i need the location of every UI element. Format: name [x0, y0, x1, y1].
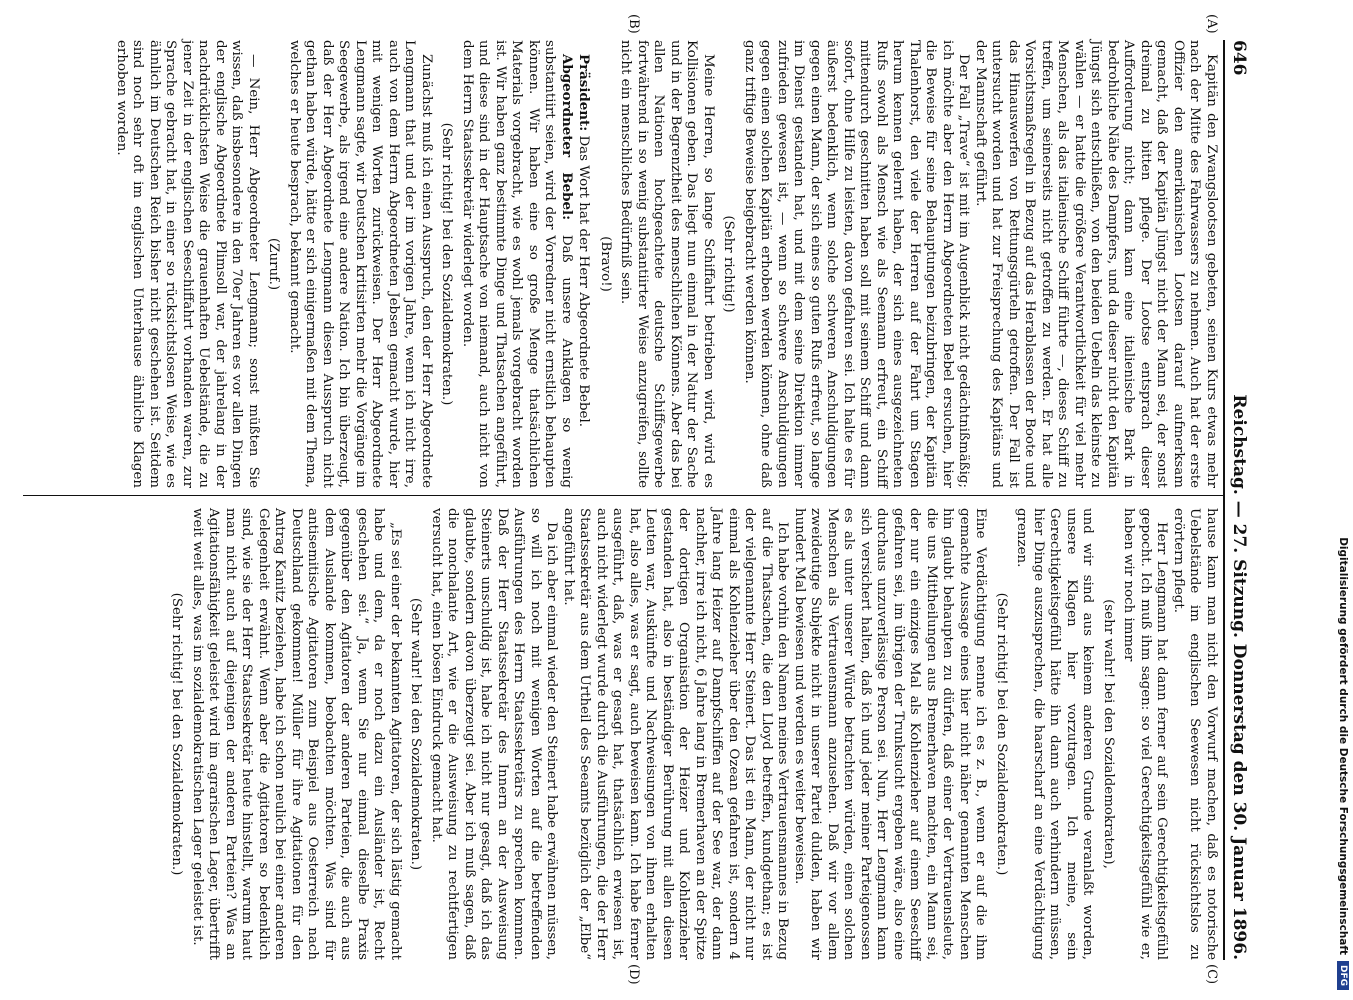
interjection: (sehr wahr! bei den Sozialdemokraten), [1101, 599, 1116, 869]
text-paragraph: Zunächst muß ich einen Ausspruch, den der Herr Abgeordnete Lengmann that und der im vorigen Jahre, wenn ich nicht irre, auch von dem Herrn Abgeordneten Jebsen gemacht wurde, hier mit wenigen Worten zurückweisen. Der Herr Abgeordnete Lengmann sagte, wir Deutschen kritisirten mehr die Vorgänge im Seegewerbe, als irgend eine andere Nation. Ich bin überzeugt, daß der Herr Abgeordnete Lengmann diesen Ausspruch nicht gethan haben würde, hätte er sich einigermaßen mit dem Thema, welches er heute besprach, bekannt gemacht. [287, 40, 434, 488]
text-paragraph: Kapitän den Zwangslootsen gebeten, seinen Kurs etwas mehr nach der Mitte des Fahrwassers zu nehmen. Auch hat der erste Offizier den amerikanischen Lootsen darauf aufmerksam gemacht, daß der Kapitän Jüngst nicht der Mann sei, der sonst dreimal zu bitten pflege. Der Lootse entsprach dieser Aufforderung nicht; dann kam eine italienische Bark in bedrohliche Nähe des Dampfers, und da dieser nicht den Kapitän Jüngst sich entschließen, von den beiden Uebeln das kleinste zu wählen — er hatte die größere Verantwortlichkeit für viel mehr Menschen, als das italienische Schiff führte —, dieses Schiff zu treffen, um seinerseits nicht getroffen zu werden. Er hat alle Vorsichtsmaßregeln in Bezug auf das Herablassen der Boote und das Hinauswerfen von Rettungsgürteln getroffen. Der Fall ist untersucht worden und hat zur Freisprechung des Kapitäns und der Mannschaft geführt. [973, 40, 1219, 488]
text-paragraph: Meine Herren, so lange Schiffahrt betrieben wird, wird es Kollisionen geben. Das liegt nun einmal in der Natur der Sache und in der Begrenztheit des menschlichen Könnens. Aber das bei allen Nationen hochgeachtete deutsche Schiffsgewerbe fortwährend in so wenig substantiirter Weise anzugreifen, sollte nicht ein menschliches Bedürfniß sein. [618, 40, 716, 488]
credit-text: Digitalisierung gefördert durch die Deutsche Forschungsgemeinschaft [1337, 537, 1349, 955]
speaker-name: Abgeordneter Bebel: [559, 54, 575, 221]
text-paragraph: hause kann man nicht den Vorwurf machen, daß es notorische Uebelstände im englischen Seewesen nicht rücksichtslos zu erörtern pflegt. [1171, 508, 1219, 960]
text-paragraph: Da ich aber einmal wieder den Steinert habe erwähnen müssen, so will ich noch mit wenigen Worten auf die betreffenden Ausführungen des Herrn Staatssekretärs zu sprechen kommen. Daß der Herr Staatssekretär des Innern an der Ausweisung Steinerts unschuldig ist, habe ich nicht nur gesagt, daß ich das glaubte, sondern davon überzeugt sei. Aber ich muß sagen, daß die nonchalante Art, wie er die Ausweisung zu rechtfertigen versucht hat, einen bösen Eindruck gemacht hat. [429, 508, 560, 960]
interjection: (Sehr richtig!) [721, 215, 737, 313]
text-paragraph: „Es sei einer der bekannten Agitatoren, der sich lästig gemacht habe und dem, da er noch dazu ein Ausländer ist, Recht geschehen sei.“ Ja, wenn Sie nur einmal dieselbe Praxis gegenüber den Agitatoren der anderen Parteien, die auch aus dem Auslande kommen, beobachten möchten. Was sind für antisemitische Agitatoren zum Beispiel aus Oesterreich nach Deutschland gekommen! Müller für ihre Agitationen für den Antrag Kanitz beziehen, habe ich schon neulich bei einer anderen Gelegenheit erwähnt. Wenn aber die Agitatoren so bedenklich sind, wie sie der Herr Staatssekretär heute hinstellt, warum haut man nicht auch auf diejenigen der anderen Parteien? Was an Agitationsfähigkeit geleistet wird im agrarischen Lager, übertrifft weit weit alles, was im sozialdemokratischen Lager geleistet ist. [190, 508, 403, 960]
interjection: (Zuruf.) [266, 237, 282, 291]
column-divider [23, 495, 1223, 496]
dfg-logo: DFG [1337, 961, 1349, 990]
text-paragraph: und wir sind aus keinem anderen Grunde veranlaßt worden, unsere Klagen hier vorzutragen. Ich meine, sein Gerechtigkeitsgefühl hätte ihn dann auch verhindern müssen, hier Dinge auszusprechen, die haarscharf an eine Verdächtigung grenzen. [1014, 508, 1096, 960]
page-number: 646 [1229, 40, 1249, 76]
margin-marker-b: (B) [626, 14, 641, 34]
text-paragraph: Eine Verdächtigung nenne ich es z. B., wenn er auf die ihm gemachte Aussage eines hier nicht näher genannten Menschen hin glaubt behaupten zu dürfen, daß einer der Vertrauensleute, die uns Mittheilungen aus Bremerhaven machten, ein Mann sei, der nur ein einziges Mal als Kohlenzieher auf einem Seeschiff gefahren sei, im übrigen der Trunksucht ergeben wäre, also eine durchaus unzuverlässige Person sei. Nun, Herr Lengmann kann sich versichert halten, daß ich und jeder meiner Parteigenossen es als unter unserer Würde betrachten würden, einen solchen Menschen als Vertrauensmann anzusehen. Daß wir vor allem zweideutige Subjekte nicht in unserer Partei dulden, haben wir hundert Mal bewiesen und werden es weiter beweisen. [792, 508, 989, 960]
margin-marker-a: (A) [1204, 14, 1219, 34]
margin-marker-d: (D) [626, 964, 641, 985]
interjection: (Sehr richtig! bei den Sozialdemokraten.) [439, 122, 455, 406]
speaker-name: Präsident: [576, 54, 593, 132]
speech-text: Das Wort hat der Herr Abgeordnete Bebel. [576, 131, 592, 427]
page-title: Reichstag. — 27. Sitzung. Donnerstag den 30. Januar 1896. [1229, 394, 1249, 960]
text-paragraph: Ich habe vorhin den Namen meines Vertrauensmannes in Bezug auf die Thatsachen, die den Lloyd betreffen, kundgethan; es ist der vielgenannte Herr Steinert. Das ist ein Mann, der nicht nur einmal als Kohlenzieher über den Ozean gefahren ist, sondern 4 Jahre lang Heizer auf Dampfschiffen auf der See war, der dann nachher, irre ich nicht, 6 Jahre lang in Bremerhaven an der Spitze der dortigen Organisation der Heizer und Kohlenzieher gestanden hat, also in beständiger Berührung mit allen diesen Leuten war, Auskünfte und Nachweisungen von ihnen erhalten hat, also alles, was er sagt, auch beweisen kann. Ich habe ferner ausgeführt, daß, was er gesagt hat, thatsächlich erwiesen ist, auch nicht widerlegt wurde durch die Ausführungen, die der Herr Staatssekretär aus dem Urtheil des Seeamts bezüglich der „Elbe“ angeführt hat. [561, 508, 791, 960]
left-text-column [113, 40, 1220, 488]
interjection: (Sehr wahr! bei den Sozialdemokraten.) [408, 597, 424, 871]
text-paragraph: Der Fall „Trave“ ist mit im Augenblick nicht gedächtnißmäßig; ich möchte aber den Herrn Abgeordneten Bebel ersuchen, hier die Beweise für seine Behauptungen beizubringen, der Kapitän Thalenhorst, den viele der Herren auf der Fahrt um Stagen herum kennen gelernt haben, der sich eines ausgezeichneten Rufs sowohl als Mensch wie als Seemann erfreut, ein Schiff mittendurch geschnitten haben soll mit seinem Schiff und dann sofort, ohne Hilfe zu leisten, davon gefahren sei. Ich halte es für äußerst bedenklich, wenn solche schweren Anschuldigungen gegen einen Mann, der sich eines so guten Rufs erfreut, so lange im Dienst gestanden hat, und mit dem seine Direktion immer zufrieden gewesen ist, — wenn so schwere Anschuldigungen gegen einen solchen Kapitän erhoben werden können, ohne daß ganz triftige Beweise beigebracht werden können. [742, 40, 972, 488]
speech-text: Daß unsere Anklagen so wenig substantiirt seien, wird der Vorredner nicht ernstlich behaupten können. Wir haben eine so große Menge thatsächlichen Materials vorgebracht, wie es wohl jemals vorgebracht worden ist. Wir haben ganz bestimmte Dinge und Thatsachen angeführt, und diese sind in der Hauptsache von niemand, auch nicht von dem Herrn Staatssekretär widerlegt worden. [460, 40, 574, 488]
speaker-paragraph [575, 40, 593, 488]
digitization-credit [1336, 10, 1350, 990]
margin-marker-c: (C) [1204, 964, 1219, 985]
interjection: (Bravo!) [598, 236, 613, 292]
page-header [1229, 40, 1263, 960]
right-text-column [164, 508, 1219, 960]
speaker-paragraph [459, 40, 576, 488]
text-paragraph: — Nein, Herr Abgeordneter Lengmann; sonst müßten Sie wissen, daß insbesondere in den 70er Jahren es vor allen Dingen der englische Abgeordnete Plimsoll war, der jahrelang in der nachdrücklichsten Weise die grauenhaften Uebelstände, die zu jener Zeit in der englischen Seeschiffahrt vorhanden waren, zur Sprache gebracht hat, in einer so rücksichtslosen Weise, wie es ähnlich im Deutschen Reich bisher nicht geschehen ist. Seitdem sind noch sehr oft im englischen Unterhause ähnliche Klagen erhoben worden. [114, 40, 261, 488]
header-rule [1223, 40, 1225, 960]
interjection: (Sehr richtig! bei den Sozialdemokraten.) [994, 592, 1009, 876]
text-paragraph: Herr Lengmann hat dann ferner auf sein Gerechtigkeitsgefühl gepocht. Ich muß ihm sagen: so viel Gerechtigkeitsgefühl wie er, haben wir noch immer [1121, 508, 1170, 960]
interjection: (Sehr richtig! bei den Sozialdemokraten.) [169, 592, 185, 876]
